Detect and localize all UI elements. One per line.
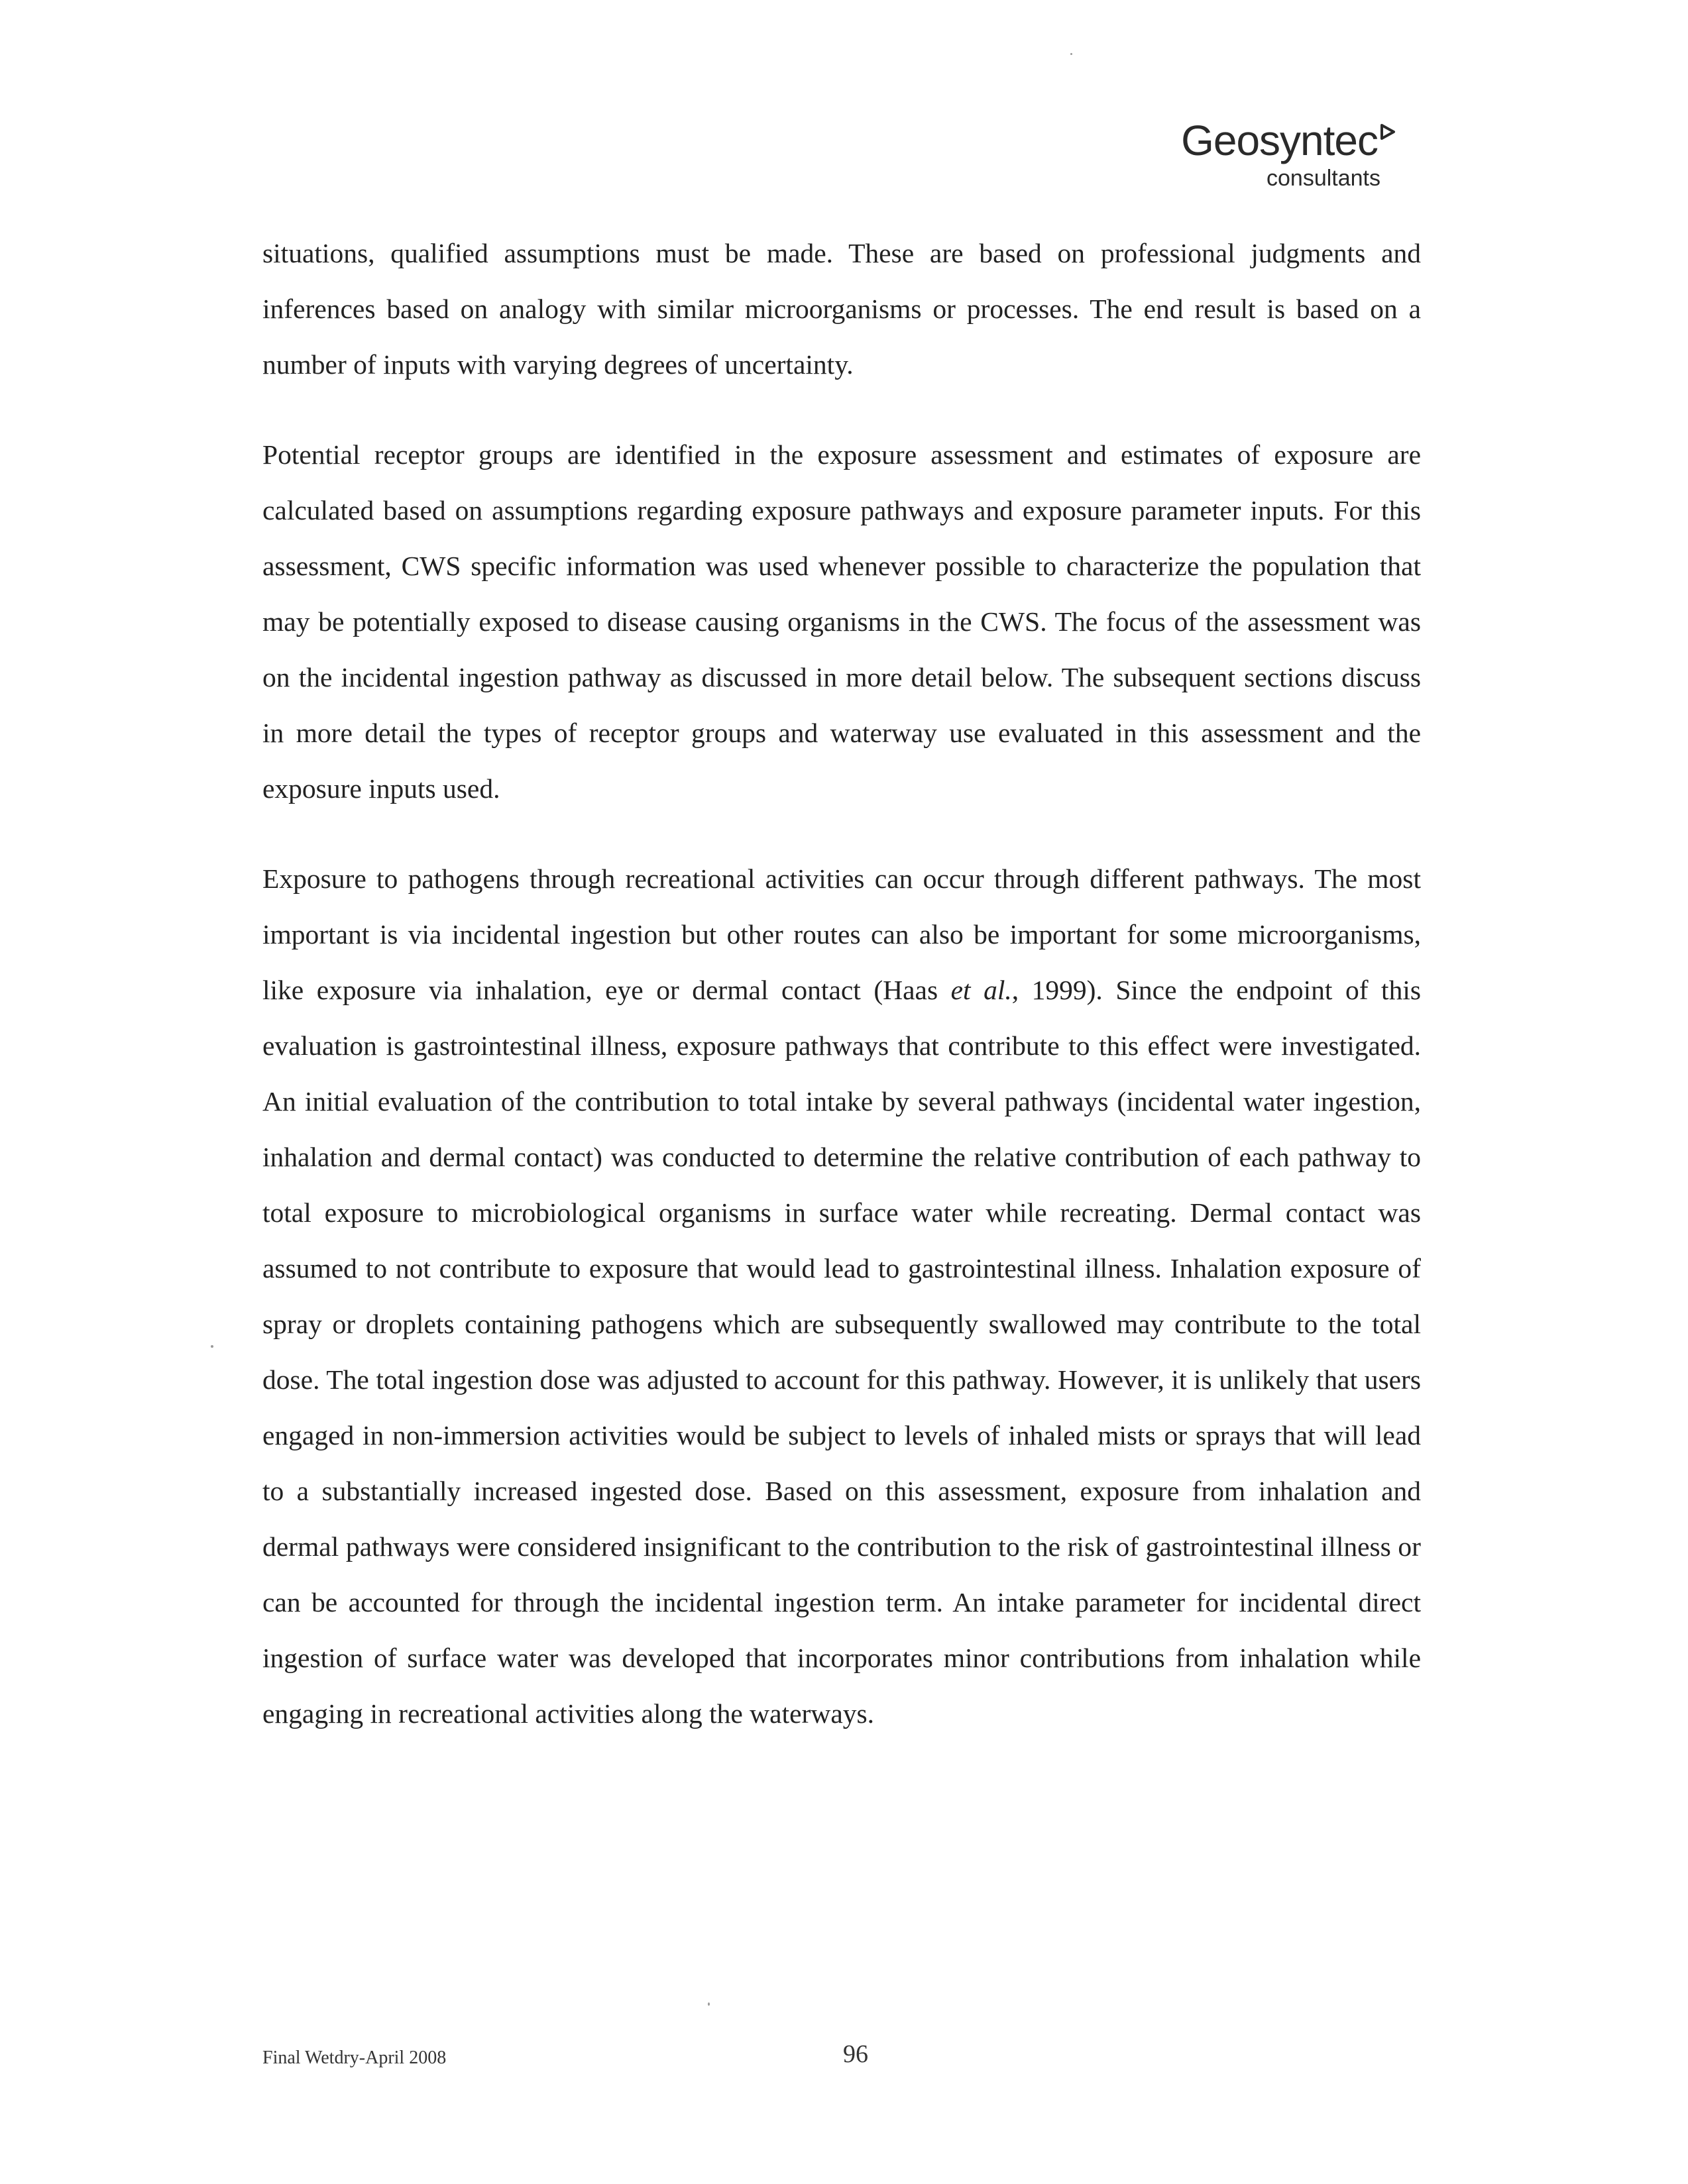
paragraph-3-part-2: , 1999). Since the endpoint of this evaluation is gastrointestinal illness, exposure pathways that contribute to this effect were investigated. An initial evaluation of the contribution to total intake by several pathways (incidental water ingestion, inhalation and dermal contact) was conducted to determine the relative contribution of each pathway to total exposure to microbiological organisms in surface water while recreating. Dermal contact was assumed to not contribute to exposure that would lead to gastrointestinal illness. Inhalation exposure of spray or droplets containing pathogens which are subsequently swallowed may contribute to the total dose. The total ingestion dose was adjusted to account for this pathway. However, it is unlikely that users engaged in non-immersion activities would be subject to levels of inhaled mists or sprays that will lead to a substantially increased ingested dose. Based on this assessment, exposure from inhalation and dermal pathways were considered insignificant to the contribution to the risk of gastrointestinal illness or can be accounted for through the incidental ingestion term. An intake parameter for incidental direct ingestion of surface water was developed that incorporates minor contributions from inhalation while engaging in recreational activities along the waterways.: [262, 975, 1421, 1729]
footer-document-label: Final Wetdry-April 2008: [262, 2048, 447, 2068]
paragraph-3: [262, 851, 1421, 1741]
paragraph-3-part-1: Exposure to pathogens through recreational activities can occur through different pathways. The most important is via incidental ingestion but other routes can also be important for some microorganisms, like exposure via inhalation, eye or dermal contact (Haas: [262, 863, 1421, 1005]
triangle-play-icon: [1379, 123, 1396, 144]
scan-speck: [211, 1345, 213, 1348]
page-number: 96: [843, 2040, 868, 2068]
document-body: [262, 225, 1421, 1776]
paragraph-2: Potential receptor groups are identified in the exposure assessment and estimates of exposure are calculated based on assumptions regarding exposure pathways and exposure parameter inputs. For this assessment, CWS specific information was used whenever possible to characterize the population that may be potentially exposed to disease causing organisms in the CWS. The focus of the assessment was on the incidental ingestion pathway as discussed in more detail below. The subsequent sections discuss in more detail the types of receptor groups and waterway use evaluated in this assessment and the exposure inputs used.: [262, 439, 1421, 804]
paragraph-1: situations, qualified assumptions must be made. These are based on professional judgments and inferences based on analogy with similar microorganisms or processes. The end result is based on a number of inputs with varying degrees of uncertainty.: [262, 238, 1421, 380]
citation-italic: et al.: [950, 975, 1012, 1005]
company-name: Geosyntec: [1181, 117, 1378, 164]
company-subtitle: consultants: [1266, 166, 1380, 191]
scan-speck: [1070, 53, 1072, 55]
scan-speck: [708, 2002, 710, 2006]
company-logo: [1181, 119, 1396, 191]
